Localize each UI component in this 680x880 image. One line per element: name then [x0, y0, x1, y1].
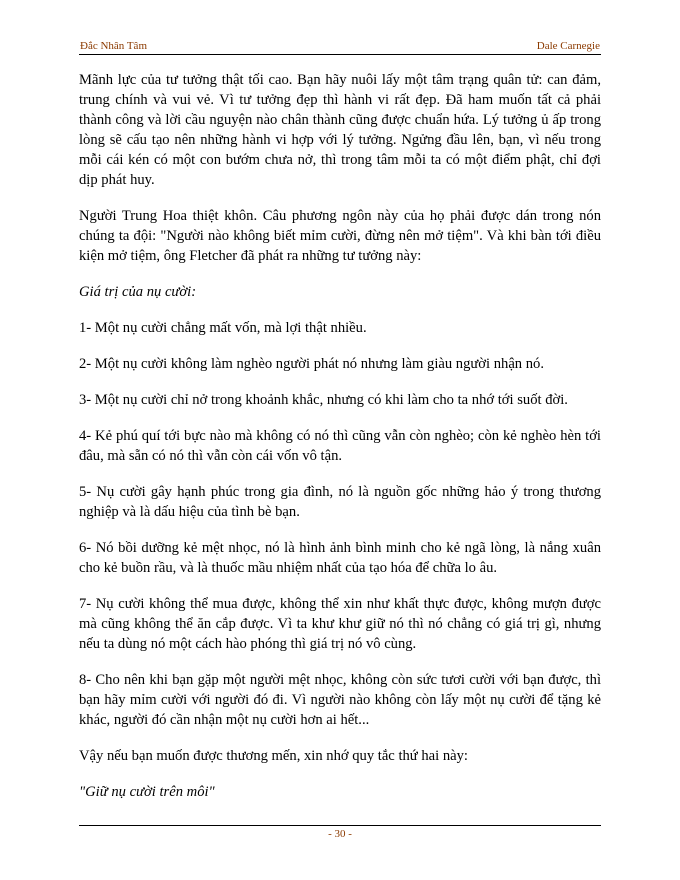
list-item: 3- Một nụ cười chỉ nở trong khoảnh khắc, nhưng có khi làm cho ta nhớ tới suốt đời. — [79, 392, 568, 408]
book-title: Đắc Nhân Tâm — [80, 40, 147, 52]
author-name: Dale Carnegie — [536, 40, 600, 52]
list-item: 7- Nụ cười không thể mua được, không thể xin như khất thực được, không mượn được mà cũng không thể ăn cắp được. Vì ta khư khư giữ nó thì nó chẳng có giá trị gì, nhưng nếu ta dùng nó một cách hào phóng thì giá trị nó vô cùng. — [79, 596, 601, 652]
page-body — [79, 70, 601, 818]
list-item: 5- Nụ cười gây hạnh phúc trong gia đình, nó là nguồn gốc những hảo ý trong thương nghiệp và là dấu hiệu của tình bè bạn. — [79, 484, 601, 520]
list-item: 6- Nó bồi dưỡng kẻ mệt nhọc, nó là hình ảnh bình minh cho kẻ ngã lòng, là nắng xuân cho kẻ buồn rầu, và là thuốc mầu nhiệm nhất của tạo hóa để chữa lo âu. — [79, 540, 601, 576]
section-heading: Giá trị của nụ cười: — [79, 284, 197, 300]
page-number: - 30 - — [328, 828, 352, 840]
page-header — [79, 38, 601, 55]
paragraph-intro: Mãnh lực của tư tưởng thật tối cao. Bạn hãy nuôi lấy một tâm trạng quân tử: can đảm, trung chính và vui vẻ. Vì tư tưởng đẹp thì hành vi rất đẹp. Đã ham muốn tất cả phải thành công và lời cầu nguyện nào chân thành cũng được chuẩn hứa. Lý tưởng ủ ấp trong lòng sẽ cấu tạo nên những hành vi hợp với lý tưởng. Ngửng đầu lên, bạn, vì nếu trong mỗi cái kén có một con bướm chưa nở, thì trong tâm mỗi ta có một điểm phật, chỉ đợi dịp phát huy. — [79, 72, 601, 188]
list-item: 8- Cho nên khi bạn gặp một người mệt nhọc, không còn sức tươi cười với bạn được, thì bạn hãy mỉm cười với người đó đi. Vì người nào không còn lấy một nụ cười để tặng kẻ khác, người đó cần nhận một nụ cười hơn ai hết... — [79, 672, 601, 728]
list-item: 4- Kẻ phú quí tới bực nào mà không có nó thì cũng vẫn còn nghèo; còn kẻ nghèo hèn tới đâu, mà sẵn có nó thì vẫn còn cái vốn vô tận. — [79, 428, 601, 464]
paragraph-chinese-proverb: Người Trung Hoa thiệt khôn. Câu phương ngôn này của họ phải được dán trong nón chúng ta đội: "Người nào không biết mỉm cười, đừng nên mở tiệm". Và khi bàn tới điều kiện mở tiệm, ông Fletcher đã phát ra những tư tưởng này: — [79, 208, 601, 264]
paragraph-conclusion: Vậy nếu bạn muốn được thương mến, xin nhớ quy tắc thứ hai này: — [79, 748, 468, 764]
rule-quote: "Giữ nụ cười trên môi" — [79, 784, 215, 800]
page-footer — [79, 825, 601, 840]
list-item: 2- Một nụ cười không làm nghèo người phát nó nhưng làm giàu người nhận nó. — [79, 356, 544, 372]
list-item: 1- Một nụ cười chẳng mất vốn, mà lợi thật nhiều. — [79, 320, 367, 336]
